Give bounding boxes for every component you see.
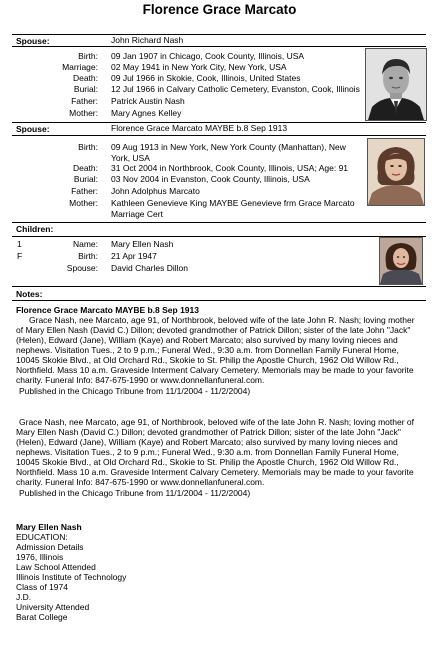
fact-value[interactable]: John Adolphus Marcato bbox=[111, 186, 200, 196]
fact-label: Father: bbox=[71, 96, 98, 106]
child-note-line: Barat College bbox=[16, 612, 68, 622]
child-photo bbox=[379, 237, 423, 285]
fact-value: 12 Jul 1966 in Calvary Catholic Cemetery, Evanston, Cook, Illinois bbox=[111, 84, 360, 94]
fact-label: Death: bbox=[72, 73, 98, 83]
note-line: Grace Nash, nee Marcato, age 91, of Northbrook, beloved wife of the late John R. Nash; loving mother bbox=[29, 315, 415, 325]
divider bbox=[12, 46, 426, 47]
spouse-header: Spouse: bbox=[16, 124, 50, 134]
fact-label: Mother: bbox=[69, 198, 98, 208]
note-line: 10045 Skokie Blvd., at Old Orchard Rd., Skokie to St. Philip the Apostle Church, 1962 Old Willow Rd., bbox=[16, 355, 399, 365]
spouse-name[interactable]: Florence Grace Marcato MAYBE b.8 Sep 1913 bbox=[111, 123, 288, 133]
fact-label: Name: bbox=[72, 239, 98, 249]
note-line: nephews. Visitation Tues., 2 to 9 p.m.; Funeral Wed., 9:30 a.m. from Donnellan Family Funeral Home, bbox=[16, 345, 399, 355]
fact-value: 21 Apr 1947 bbox=[111, 251, 157, 261]
child-number: 1 bbox=[17, 239, 22, 249]
note-line: of Mary Ellen Nash (David C.) Dillon; devoted grandmother of Patrick Dillon; sister of the late John "Jack" bbox=[16, 325, 411, 335]
divider bbox=[12, 236, 426, 237]
note-line: Published in the Chicago Tribune from 11/1/2004 - 11/2/2004) bbox=[19, 386, 251, 396]
portrait-man-icon bbox=[366, 49, 426, 120]
note-line: Published in the Chicago Tribune from 11/1/2004 - 11/2/2004) bbox=[19, 488, 251, 498]
child-note-line: Class of 1974 bbox=[16, 582, 68, 592]
spouse-name[interactable]: John Richard Nash bbox=[111, 35, 184, 45]
fact-value: 09 Aug 1913 in New York, New York County (Manhattan), New York, USA bbox=[111, 142, 346, 163]
note-line: 10045 Skokie Blvd., at Old Orchard Rd., Skokie to St. Philip the Apostle Church, 1962 Old Willow Rd., bbox=[16, 457, 399, 467]
fact-value: 02 May 1941 in New York City, New York, USA bbox=[111, 62, 287, 72]
fact-label: Birth: bbox=[78, 251, 98, 261]
fact-value: 09 Jul 1966 in Skokie, Cook, Illinois, United States bbox=[111, 73, 301, 83]
fact-value[interactable]: Patrick Austin Nash bbox=[111, 96, 185, 106]
page-title: Florence Grace Marcato bbox=[142, 2, 297, 17]
child-sex: F bbox=[17, 251, 23, 261]
child-note-line: J.D. bbox=[16, 592, 32, 602]
child-notes-name: Mary Ellen Nash bbox=[16, 522, 82, 532]
portrait-woman-icon bbox=[380, 238, 422, 284]
fact-value[interactable]: Mary Agnes Kelley bbox=[111, 108, 182, 118]
fact-label: Burial: bbox=[73, 174, 98, 184]
spouse-header: Spouse: bbox=[16, 36, 50, 46]
fact-label: Mother: bbox=[69, 108, 98, 118]
note-line: Mary Ellen Nash (David C.) Dillon; devoted grandmother of Patrick Dillon; sister of the late John "Jack" bbox=[16, 427, 401, 437]
note-line: charity. Funeral Info: 847-675-1990 or www.donnellanfuneral.com. bbox=[16, 375, 265, 385]
fact-value: 09 Jan 1907 in Chicago, Cook County, Illinois, USA bbox=[111, 51, 305, 61]
note-line: (Helen), Edward (Jane), William (Kaye) and Robert Marcato; also survived by many loving nieces and bbox=[16, 437, 398, 447]
child-note-line: 1976, Illinois bbox=[16, 552, 64, 562]
divider bbox=[12, 286, 426, 287]
fact-label: Spouse: bbox=[66, 263, 98, 273]
child-note-line: Admission Details bbox=[16, 542, 84, 552]
divider bbox=[12, 222, 426, 223]
note-line: nephews. Visitation Tues., 2 to 9 p.m.; Funeral Wed., 9:30 a.m. from Donnellan Family Funeral Home, bbox=[16, 447, 399, 457]
children-header: Children: bbox=[16, 224, 54, 234]
child-note-line: Law School Attended bbox=[16, 562, 96, 572]
fact-label: Father: bbox=[71, 186, 98, 196]
child-name[interactable]: Mary Ellen Nash bbox=[111, 239, 174, 249]
divider bbox=[12, 135, 426, 136]
fact-label: Burial: bbox=[73, 84, 98, 94]
divider bbox=[12, 34, 426, 35]
note-line: Grace Nash, nee Marcato, age 91, of Northbrook, beloved wife of the late John R. Nash; loving mother of bbox=[19, 417, 414, 427]
note-line: Northfield. Mass 10 a.m. Graveside Interment Calvary Cemetery. Memorials may be made to your favorite bbox=[16, 467, 414, 477]
notes-header: Notes: bbox=[16, 289, 43, 299]
child-spouse[interactable]: David Charles Dillon bbox=[111, 263, 189, 273]
fact-label: Marriage: bbox=[62, 62, 98, 72]
spouse-photo bbox=[365, 48, 427, 121]
fact-value[interactable]: Kathleen Genevieve King MAYBE Genevieve frm Grace Marcato Marriage Cert bbox=[111, 198, 355, 219]
fact-label: Death: bbox=[72, 163, 98, 173]
child-note-line: University Attended bbox=[16, 602, 90, 612]
notes-subtitle: Florence Grace Marcato MAYBE b.8 Sep 1913 bbox=[16, 305, 199, 315]
child-note-line: Illinois Institute of Technology bbox=[16, 572, 127, 582]
divider bbox=[12, 300, 426, 301]
note-line: (Helen), Edward (Jane), William (Kaye) and Robert Marcato; also survived by many loving nieces and bbox=[16, 335, 398, 345]
fact-value: 31 Oct 2004 in Northbrook, Cook County, Illinois, USA; Age: 91 bbox=[111, 163, 349, 173]
fact-label: Birth: bbox=[78, 142, 98, 152]
spouse-photo bbox=[367, 138, 425, 206]
note-line: charity. Funeral Info: 847-675-1990 or www.donnellanfuneral.com. bbox=[16, 477, 265, 487]
child-note-line: EDUCATION: bbox=[16, 532, 68, 542]
note-line: Northfield. Mass 10 a.m. Graveside Interment Calvary Cemetery. Memorials may be made to your favorite bbox=[16, 365, 414, 375]
fact-label: Birth: bbox=[78, 51, 98, 61]
portrait-woman-icon bbox=[368, 139, 424, 205]
fact-value: 03 Nov 2004 in Evanston, Cook County, Illinois, USA bbox=[111, 174, 310, 184]
